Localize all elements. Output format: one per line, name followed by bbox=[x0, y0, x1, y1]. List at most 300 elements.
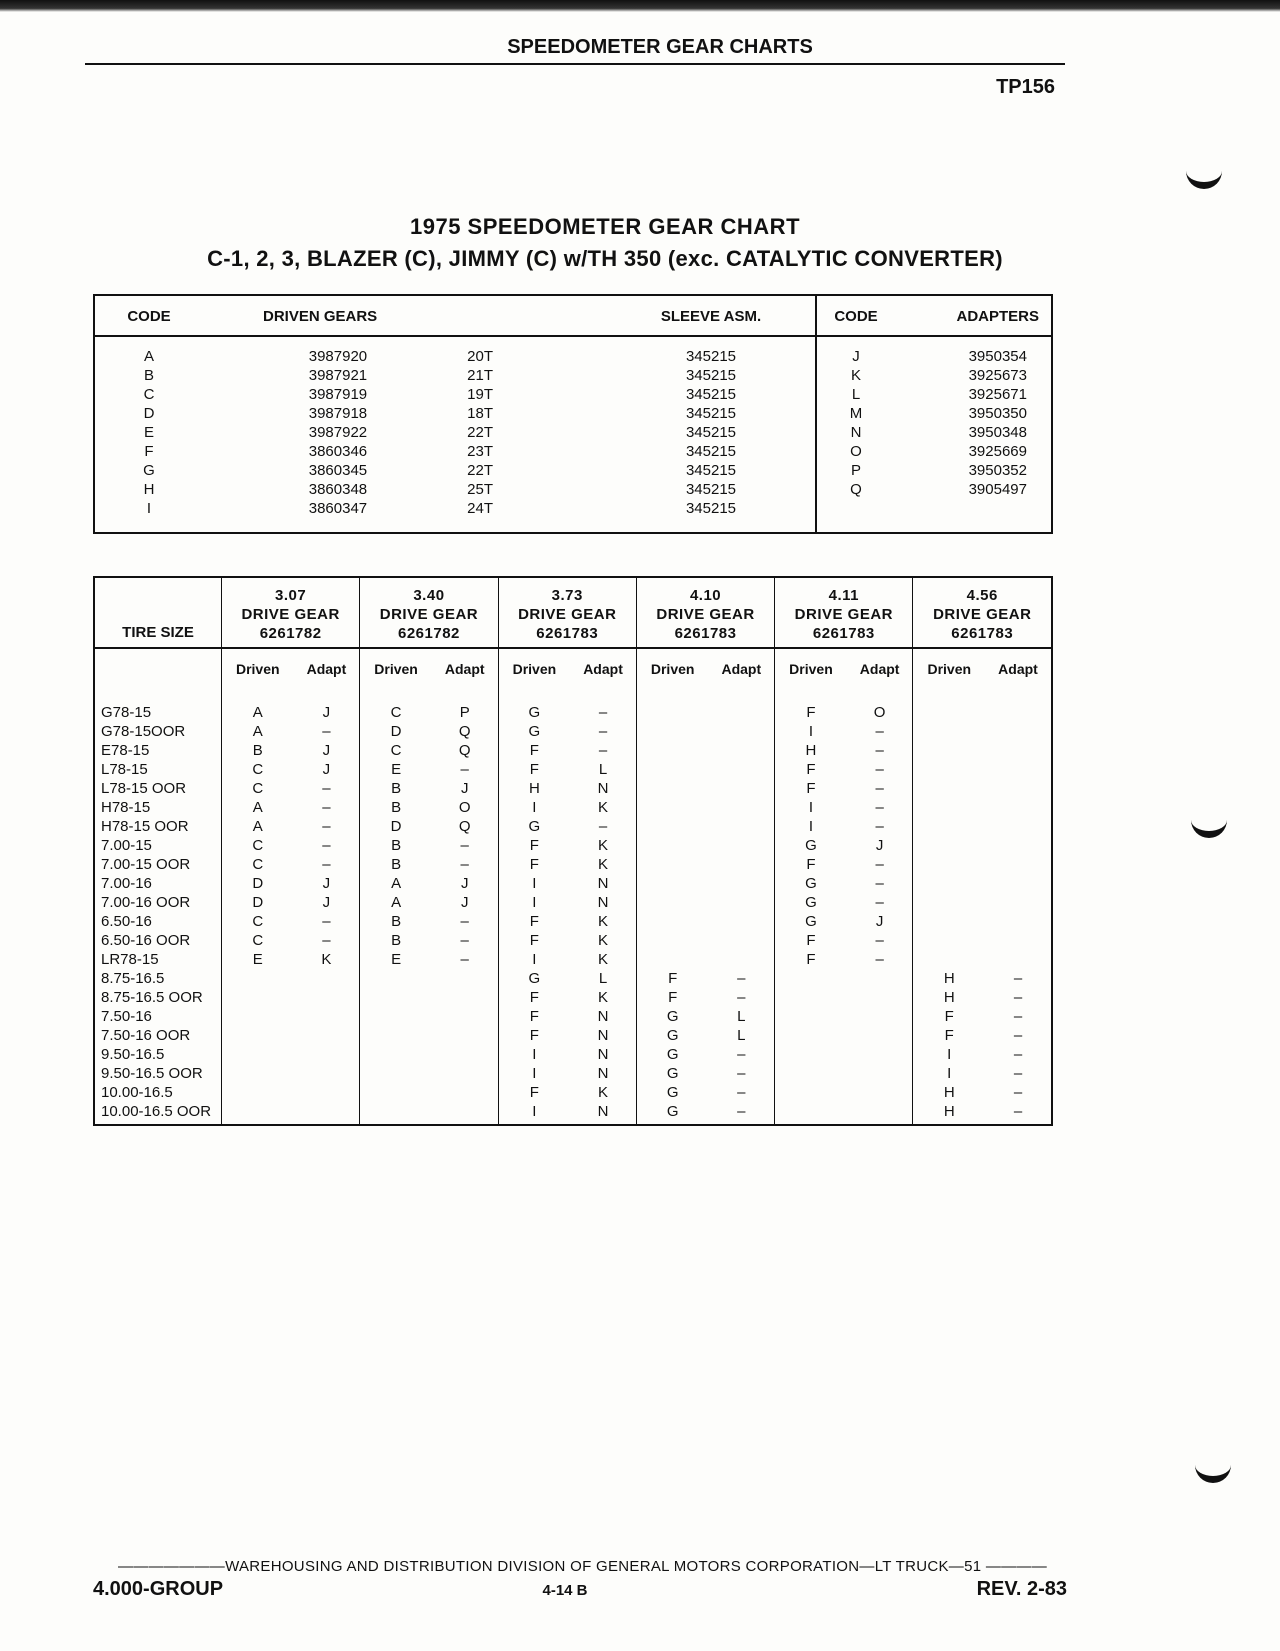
gear-code: C bbox=[143, 386, 155, 403]
driven-code-cell: G bbox=[528, 704, 541, 721]
adapter-code-cell: – bbox=[847, 931, 913, 950]
adapter-code-cell: – bbox=[294, 912, 360, 931]
adapter-code-cell bbox=[847, 1083, 913, 1102]
driven-code-cell: D bbox=[252, 894, 264, 911]
adapter-code-cell: – bbox=[1013, 1008, 1023, 1025]
adapter-code-cell bbox=[432, 1064, 498, 1083]
sleeve-part: 345215 bbox=[685, 481, 737, 498]
driven-code-cell: I bbox=[532, 894, 537, 911]
adapter-code-cell bbox=[985, 874, 1052, 893]
driven-code-cell: I bbox=[532, 951, 537, 968]
adapter-code-cell: – bbox=[708, 1045, 774, 1064]
tire-size-cell: 8.75-16.5 bbox=[94, 969, 222, 988]
adapter-part: 3950352 bbox=[968, 462, 1027, 479]
tire-size-row bbox=[94, 1026, 1052, 1045]
driven-code-cell bbox=[222, 1102, 294, 1125]
adapter-code-cell: – bbox=[432, 950, 498, 969]
adapter-code-cell: K bbox=[570, 1083, 636, 1102]
driven-code-cell bbox=[360, 1045, 432, 1064]
adapter-code-cell bbox=[708, 798, 774, 817]
adapter-code-cell: J bbox=[432, 893, 498, 912]
tire-size-cell: LR78-15 bbox=[94, 950, 222, 969]
subheader-driven: Driven bbox=[927, 661, 972, 677]
gear-code: H bbox=[143, 481, 155, 498]
driven-code-cell bbox=[775, 1007, 847, 1026]
driven-code-cell: C bbox=[252, 932, 264, 949]
tire-size-cell: 10.00-16.5 bbox=[94, 1083, 222, 1102]
adapter-code-cell: – bbox=[847, 893, 913, 912]
driven-code-cell: F bbox=[806, 704, 816, 721]
footer-page-number: 4-14 B bbox=[542, 1582, 588, 1599]
driven-code-cell: G bbox=[528, 970, 541, 987]
driven-code-cell: F bbox=[529, 856, 539, 873]
adapter-code-cell bbox=[985, 950, 1052, 969]
footer-group: 4.000-GROUP bbox=[93, 1578, 224, 1600]
driven-code-cell: B bbox=[252, 742, 263, 759]
adapter-code-cell: – bbox=[847, 722, 913, 741]
adapter-code-cell bbox=[432, 988, 498, 1007]
driven-code-cell: F bbox=[529, 913, 539, 930]
adapter-code-cell: – bbox=[294, 836, 360, 855]
driven-code-cell: F bbox=[668, 970, 678, 987]
driven-code-cell: A bbox=[252, 723, 263, 740]
drive-gear-3-07: 3.07 DRIVE GEAR 6261782 bbox=[222, 577, 360, 648]
page-top-edge bbox=[0, 0, 1280, 12]
sleeve-part: 345215 bbox=[685, 462, 737, 479]
driven-gear-part: 3987918 bbox=[308, 405, 368, 422]
adapter-code-cell: J bbox=[432, 779, 498, 798]
adapter-code-cell bbox=[294, 1064, 360, 1083]
adapter-code-cell bbox=[708, 912, 774, 931]
driven-code-cell bbox=[775, 1102, 847, 1125]
driven-code-cell: G bbox=[805, 894, 817, 911]
driven-code-cell: C bbox=[252, 780, 264, 797]
driven-code-cell: I bbox=[808, 723, 814, 740]
gear-code: G bbox=[143, 462, 155, 479]
adapter-part: 3925671 bbox=[968, 386, 1027, 403]
chart-title: 1975 SPEEDOMETER GEAR CHART bbox=[409, 214, 801, 239]
driven-code-cell: C bbox=[390, 704, 402, 721]
adapter-code-cell: – bbox=[294, 855, 360, 874]
binder-hole-mark-bottom bbox=[1195, 1460, 1231, 1483]
adapter-code-cell bbox=[985, 703, 1052, 722]
adapter-code-cell: – bbox=[432, 912, 498, 931]
adapter-code-cell: N bbox=[570, 1026, 636, 1045]
sleeve-part: 345215 bbox=[685, 424, 737, 441]
driven-code-cell: H bbox=[528, 780, 540, 797]
adapter-code-cell: J bbox=[847, 912, 913, 931]
adapter-code-cell: – bbox=[432, 931, 498, 950]
driven-code-cell bbox=[222, 1045, 294, 1064]
driven-code-cell bbox=[636, 855, 708, 874]
adapter-code-cell: K bbox=[570, 855, 636, 874]
driven-code-cell bbox=[913, 760, 985, 779]
adapter-code-cell: – bbox=[432, 760, 498, 779]
adapter-code-cell bbox=[708, 855, 774, 874]
adapter-code-cell: K bbox=[294, 950, 360, 969]
driven-code-cell: D bbox=[252, 875, 264, 892]
adapter-code-cell: K bbox=[570, 836, 636, 855]
driven-code-cell bbox=[913, 779, 985, 798]
adapter-code-cell bbox=[294, 1007, 360, 1026]
driven-code-cell: A bbox=[391, 875, 402, 892]
tire-size-cell: L78-15 bbox=[94, 760, 222, 779]
adapter-code-cell: O bbox=[847, 703, 913, 722]
adapter-code: L bbox=[816, 385, 895, 404]
sleeve-part: 345215 bbox=[685, 348, 737, 365]
adapter-code-cell: Q bbox=[432, 722, 498, 741]
subheader-adapt: Adapt bbox=[847, 648, 913, 703]
subheader-adapt: Adapt bbox=[294, 648, 360, 703]
adapter-code-cell bbox=[985, 760, 1052, 779]
binder-hole-mark-top bbox=[1186, 166, 1222, 189]
adapter-code-cell: J bbox=[432, 874, 498, 893]
gear-code: B bbox=[143, 367, 154, 384]
subheader-driven: Driven bbox=[789, 661, 833, 677]
driven-code-cell: G bbox=[805, 837, 817, 854]
adapter-code-cell bbox=[708, 779, 774, 798]
driven-code-cell: I bbox=[947, 1065, 952, 1082]
driven-code-cell bbox=[775, 1026, 847, 1045]
adapter-code-cell: N bbox=[570, 893, 636, 912]
adapter-code bbox=[816, 499, 895, 533]
adapter-code-cell: – bbox=[432, 855, 498, 874]
tire-size-cell: 8.75-16.5 OOR bbox=[94, 988, 222, 1007]
driven-code-cell bbox=[360, 988, 432, 1007]
tire-size-row bbox=[94, 798, 1052, 817]
driven-code-cell: G bbox=[805, 913, 817, 930]
driven-code-cell bbox=[360, 1083, 432, 1102]
adapter-code-cell bbox=[847, 988, 913, 1007]
adapter-code-cell bbox=[708, 817, 774, 836]
tooth-count: 19T bbox=[467, 386, 494, 403]
driven-gear-part: 3987920 bbox=[308, 348, 368, 365]
tire-size-row bbox=[94, 1102, 1052, 1125]
driven-code-cell: G bbox=[528, 723, 541, 740]
adapter-code-cell: J bbox=[294, 893, 360, 912]
adapter-code: O bbox=[816, 442, 895, 461]
adapter-code-cell: – bbox=[570, 817, 636, 836]
tire-size-cell: 9.50-16.5 bbox=[94, 1045, 222, 1064]
driven-code-cell: D bbox=[390, 723, 402, 740]
adapter-code-cell: J bbox=[847, 836, 913, 855]
tire-size-cell: G78-15 bbox=[94, 703, 222, 722]
footer-division-line: ———————WAREHOUSING AND DISTRIBUTION DIVISION OF GENERAL MOTORS CORPORATION—LT TRUCK—51 ———— bbox=[117, 1558, 1048, 1575]
driven-code-cell: G bbox=[666, 1084, 679, 1101]
adapter-code-cell bbox=[847, 1007, 913, 1026]
adapter-code-cell: N bbox=[570, 1064, 636, 1083]
driven-code-cell bbox=[360, 969, 432, 988]
driven-code-cell bbox=[913, 817, 985, 836]
driven-code-cell bbox=[360, 1102, 432, 1125]
driven-code-cell: I bbox=[808, 818, 814, 835]
driven-code-cell: G bbox=[666, 1046, 679, 1063]
subheader-driven: Driven bbox=[512, 661, 557, 677]
tire-size-cell: 7.00-15 OOR bbox=[94, 855, 222, 874]
driven-code-cell bbox=[636, 836, 708, 855]
adapter-code: P bbox=[816, 461, 895, 480]
driven-code-cell bbox=[360, 1026, 432, 1045]
driven-code-cell: I bbox=[808, 799, 814, 816]
adapter-code-cell bbox=[708, 874, 774, 893]
driven-code-cell bbox=[913, 931, 985, 950]
adapter-code-cell: – bbox=[847, 874, 913, 893]
driven-code-cell bbox=[636, 912, 708, 931]
driven-code-cell: D bbox=[390, 818, 402, 835]
adapter-code-cell bbox=[708, 760, 774, 779]
gear-code: F bbox=[144, 443, 154, 460]
driven-code-cell: I bbox=[532, 1103, 537, 1120]
tire-size-row bbox=[94, 893, 1052, 912]
adapter-code-cell: – bbox=[847, 741, 913, 760]
adapter-code-cell bbox=[294, 1026, 360, 1045]
adapter-part: 3925669 bbox=[968, 443, 1027, 460]
adapter-code-cell bbox=[985, 912, 1052, 931]
driven-code-cell: A bbox=[252, 818, 263, 835]
adapter-code: N bbox=[816, 423, 895, 442]
codes-table-row bbox=[94, 423, 1052, 442]
driven-code-cell bbox=[636, 722, 708, 741]
driven-code-cell bbox=[913, 874, 985, 893]
subheader-adapt: Adapt bbox=[432, 648, 498, 703]
driven-code-cell: F bbox=[806, 780, 816, 797]
adapter-code-cell: – bbox=[570, 741, 636, 760]
driven-code-cell bbox=[636, 950, 708, 969]
adapter-code-cell bbox=[847, 1045, 913, 1064]
driven-code-cell: I bbox=[532, 1065, 537, 1082]
document-code: TP156 bbox=[996, 76, 1055, 98]
driven-code-cell: H bbox=[943, 970, 955, 987]
gear-code: E bbox=[143, 424, 154, 441]
adapter-code-cell bbox=[432, 1045, 498, 1064]
adapter-code-cell: L bbox=[708, 1007, 774, 1026]
adapter-code-cell bbox=[985, 855, 1052, 874]
adapter-code-cell: – bbox=[708, 969, 774, 988]
adapter-code-cell: – bbox=[294, 931, 360, 950]
driven-code-cell bbox=[913, 893, 985, 912]
driven-code-cell: H bbox=[943, 1084, 955, 1101]
adapter-code-cell: – bbox=[847, 817, 913, 836]
driven-code-cell bbox=[913, 722, 985, 741]
sleeve-part: 345215 bbox=[685, 405, 737, 422]
adapter-code-cell: J bbox=[294, 703, 360, 722]
driven-code-cell: F bbox=[529, 932, 539, 949]
codes-header-row bbox=[94, 295, 1052, 336]
tire-size-cell: 10.00-16.5 OOR bbox=[94, 1102, 222, 1125]
driven-code-cell: A bbox=[252, 799, 263, 816]
driven-code-cell: I bbox=[947, 1046, 952, 1063]
adapter-code-cell: – bbox=[294, 779, 360, 798]
tooth-count: 24T bbox=[467, 500, 494, 517]
adapter-code-cell bbox=[985, 741, 1052, 760]
adapter-code-cell: Q bbox=[432, 741, 498, 760]
sleeve-part: 345215 bbox=[685, 367, 737, 384]
tire-size-row bbox=[94, 760, 1052, 779]
tooth-count: 22T bbox=[467, 424, 494, 441]
adapter-code-cell bbox=[294, 1102, 360, 1125]
driven-gear-part: 3860347 bbox=[308, 500, 368, 517]
driven-gear-part: 3987919 bbox=[308, 386, 368, 403]
tire-size-row bbox=[94, 950, 1052, 969]
tire-size-cell: H78-15 OOR bbox=[94, 817, 222, 836]
driven-code-cell: F bbox=[806, 932, 816, 949]
driven-code-cell bbox=[636, 893, 708, 912]
adapter-code-cell bbox=[985, 893, 1052, 912]
adapter-code-cell bbox=[708, 931, 774, 950]
codes-table-row bbox=[94, 366, 1052, 385]
adapter-code-cell bbox=[985, 836, 1052, 855]
driven-gear-part: 3860345 bbox=[308, 462, 368, 479]
adapter-code-cell: – bbox=[294, 817, 360, 836]
subheader-adapt: Adapt bbox=[708, 648, 774, 703]
driven-code-cell bbox=[636, 741, 708, 760]
adapter-code-cell: – bbox=[294, 722, 360, 741]
driven-code-cell: B bbox=[391, 780, 402, 797]
driven-code-cell bbox=[222, 1007, 294, 1026]
adapter-code-cell: – bbox=[1013, 1046, 1023, 1063]
tire-size-row bbox=[94, 931, 1052, 950]
tire-size-row bbox=[94, 779, 1052, 798]
drive-gear-4-11: 4.11 DRIVE GEAR 6261783 bbox=[775, 577, 913, 648]
col-tire-size: TIRE SIZE bbox=[94, 577, 222, 648]
adapter-code-cell: K bbox=[570, 798, 636, 817]
tire-size-cell: 6.50-16 bbox=[94, 912, 222, 931]
col-sleeve-asm: SLEEVE ASM. bbox=[607, 295, 816, 336]
driven-code-cell: F bbox=[806, 856, 816, 873]
adapter-code-cell: – bbox=[1013, 1027, 1023, 1044]
adapter-code-cell: – bbox=[708, 1064, 774, 1083]
tire-size-row bbox=[94, 1083, 1052, 1102]
driven-code-cell: H bbox=[943, 989, 955, 1006]
driven-code-cell: F bbox=[806, 761, 816, 778]
adapter-code-cell bbox=[294, 969, 360, 988]
adapter-code-cell bbox=[708, 950, 774, 969]
driven-gear-part: 3860346 bbox=[308, 443, 368, 460]
gear-code: I bbox=[146, 500, 152, 517]
driven-adapt-header-row bbox=[94, 648, 1052, 703]
driven-code-cell bbox=[775, 988, 847, 1007]
tire-size-cell: 7.00-16 bbox=[94, 874, 222, 893]
tire-size-cell: 7.00-15 bbox=[94, 836, 222, 855]
driven-code-cell: I bbox=[532, 875, 537, 892]
adapter-code: M bbox=[816, 404, 895, 423]
driven-code-cell bbox=[222, 969, 294, 988]
driven-code-cell bbox=[636, 760, 708, 779]
driven-code-cell bbox=[222, 988, 294, 1007]
adapter-code-cell bbox=[985, 931, 1052, 950]
driven-code-cell bbox=[913, 912, 985, 931]
adapter-code-cell: Q bbox=[432, 817, 498, 836]
codes-table-row bbox=[94, 385, 1052, 404]
adapter-code-cell: – bbox=[847, 950, 913, 969]
adapter-code-cell bbox=[432, 1007, 498, 1026]
driven-code-cell bbox=[913, 950, 985, 969]
adapter-code-cell: K bbox=[570, 912, 636, 931]
tire-size-cell: G78-15OOR bbox=[94, 722, 222, 741]
adapter-code-cell bbox=[294, 1045, 360, 1064]
tire-size-cell: 6.50-16 OOR bbox=[94, 931, 222, 950]
header-rule bbox=[85, 63, 1065, 65]
driven-code-cell: C bbox=[252, 761, 264, 778]
adapter-part: 3950348 bbox=[968, 424, 1027, 441]
sleeve-part: 345215 bbox=[685, 500, 737, 517]
driven-code-cell: F bbox=[529, 1008, 539, 1025]
driven-code-cell bbox=[636, 703, 708, 722]
adapter-part: 3905497 bbox=[968, 481, 1027, 498]
driven-code-cell: F bbox=[529, 742, 539, 759]
driven-code-cell: F bbox=[529, 1027, 539, 1044]
tooth-count: 20T bbox=[467, 348, 494, 365]
subheader-adapt: Adapt bbox=[998, 661, 1038, 677]
tire-size-cell: 7.50-16 bbox=[94, 1007, 222, 1026]
adapter-code-cell: – bbox=[847, 855, 913, 874]
subheader-driven: Driven bbox=[235, 661, 280, 677]
driven-code-cell: B bbox=[391, 799, 402, 816]
adapter-code-cell bbox=[847, 1026, 913, 1045]
adapter-code-cell: P bbox=[432, 703, 498, 722]
gear-code: D bbox=[143, 405, 155, 422]
adapter-part: 3925673 bbox=[968, 367, 1027, 384]
tire-size-row bbox=[94, 969, 1052, 988]
tire-size-cell: 7.50-16 OOR bbox=[94, 1026, 222, 1045]
tire-size-gear-table bbox=[93, 576, 1053, 1126]
adapter-code-cell: K bbox=[570, 931, 636, 950]
tire-size-row bbox=[94, 722, 1052, 741]
driven-code-cell: F bbox=[529, 989, 539, 1006]
subheader-driven: Driven bbox=[374, 661, 418, 677]
driven-code-cell bbox=[775, 1045, 847, 1064]
driven-code-cell bbox=[913, 741, 985, 760]
driven-code-cell: B bbox=[391, 913, 402, 930]
adapter-code: J bbox=[816, 336, 895, 366]
driven-code-cell: E bbox=[252, 951, 263, 968]
adapter-code-cell: J bbox=[294, 874, 360, 893]
page-header-title: SPEEDOMETER GEAR CHARTS bbox=[507, 36, 813, 58]
driven-gear-codes-table bbox=[93, 294, 1053, 534]
adapter-code-cell: N bbox=[570, 1045, 636, 1064]
driven-code-cell: E bbox=[391, 761, 402, 778]
driven-code-cell bbox=[913, 798, 985, 817]
codes-table-row bbox=[94, 336, 1052, 366]
driven-code-cell bbox=[222, 1083, 294, 1102]
col-adapter-code: CODE bbox=[816, 295, 895, 336]
driven-gear-part: 3987921 bbox=[308, 367, 368, 384]
chart-subtitle: C-1, 2, 3, BLAZER (C), JIMMY (C) w/TH 350 (exc. CATALYTIC CONVERTER) bbox=[207, 246, 1003, 271]
adapter-code-cell bbox=[847, 1064, 913, 1083]
adapter-code-cell: J bbox=[294, 741, 360, 760]
drive-gear-4-56: 4.56 DRIVE GEAR 6261783 bbox=[913, 577, 1052, 648]
adapter-code-cell bbox=[432, 1083, 498, 1102]
driven-code-cell bbox=[775, 969, 847, 988]
driven-code-cell: G bbox=[666, 1008, 679, 1025]
driven-code-cell: F bbox=[944, 1027, 954, 1044]
adapter-code-cell: – bbox=[1013, 1084, 1023, 1101]
adapter-code-cell: L bbox=[570, 760, 636, 779]
driven-code-cell: F bbox=[806, 951, 816, 968]
driven-code-cell bbox=[636, 798, 708, 817]
driven-code-cell: F bbox=[529, 837, 539, 854]
adapter-code-cell: – bbox=[1013, 989, 1023, 1006]
driven-code-cell: F bbox=[529, 761, 539, 778]
driven-code-cell bbox=[636, 931, 708, 950]
adapter-code-cell: N bbox=[570, 1102, 636, 1125]
tire-size-cell: H78-15 bbox=[94, 798, 222, 817]
adapter-code-cell: – bbox=[570, 722, 636, 741]
tooth-count: 25T bbox=[467, 481, 494, 498]
driven-code-cell: H bbox=[943, 1103, 955, 1120]
driven-code-cell bbox=[360, 1007, 432, 1026]
adapter-code-cell: – bbox=[1013, 1103, 1023, 1120]
